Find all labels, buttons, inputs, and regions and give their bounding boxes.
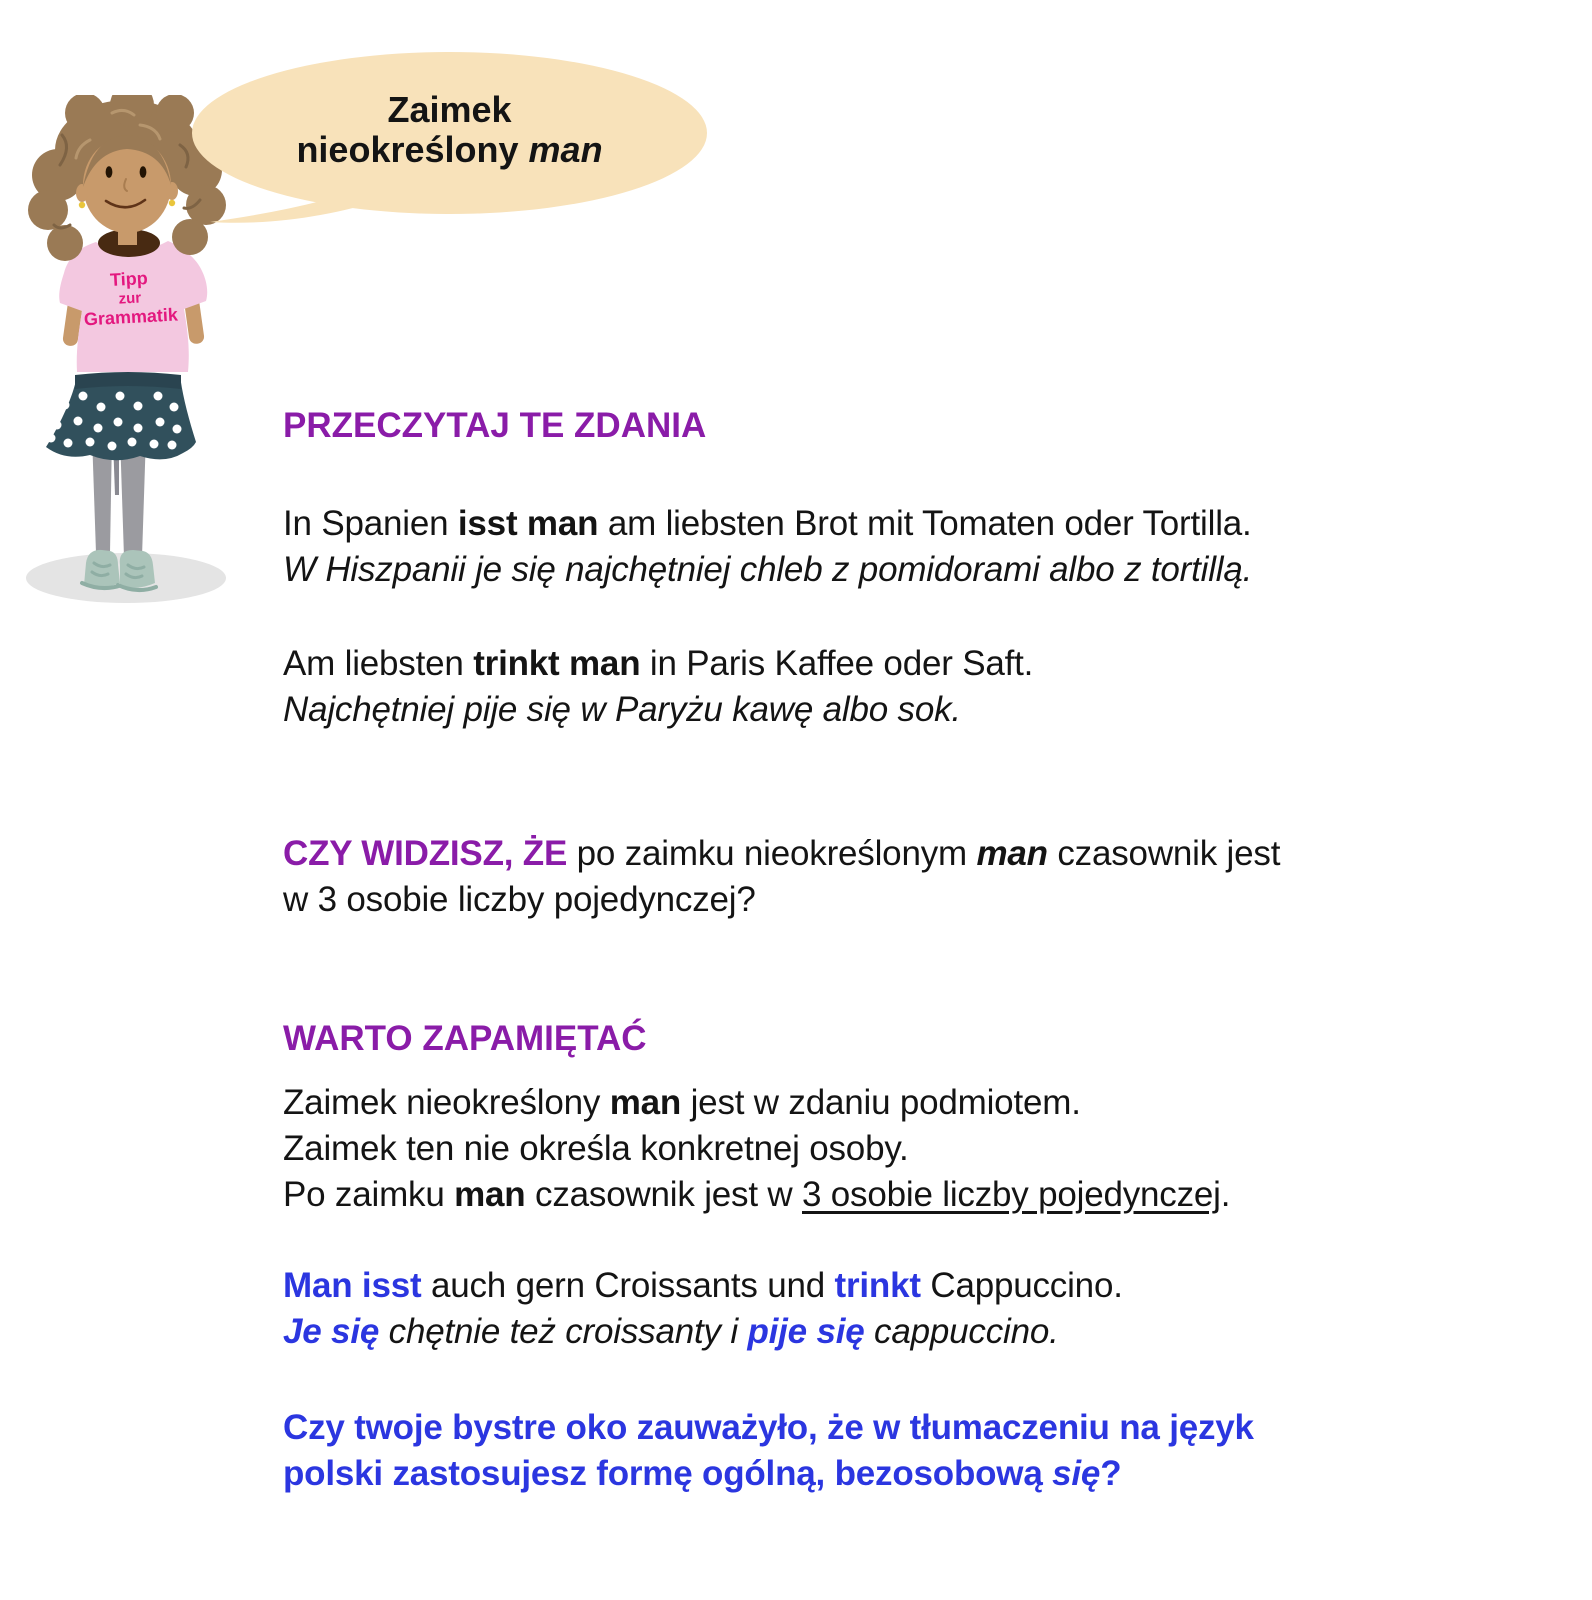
notice-line-1: CZY WIDZISZ, ŻE po zaimku nieokreślonym man czasownik jest (283, 834, 1281, 873)
section-read-heading: PRZECZYTAJ TE ZDANIA (283, 406, 707, 445)
example-german: Man isst auch gern Croissants und trinkt Cappuccino. (283, 1266, 1123, 1305)
right-earring (169, 200, 175, 206)
right-eye (140, 166, 147, 178)
notice-line-2: w 3 osobie liczby pojedynczej? (283, 880, 756, 919)
skirt (46, 372, 196, 460)
t-shirt-slogan-line3: Grammatik (83, 304, 179, 330)
left-ear (76, 184, 88, 202)
remember-example (283, 1263, 1123, 1355)
read-pair-1 (283, 501, 1252, 593)
speech-bubble-line2: nieokreślony man (296, 129, 603, 170)
sentence-german-1: In Spanien isst man am liebsten Brot mit Tomaten oder Tortilla. (283, 504, 1252, 543)
speech-bubble (192, 52, 707, 214)
section-notice (283, 831, 1280, 923)
rule-line-2: Zaimek ten nie określa konkretnej osoby. (283, 1129, 909, 1168)
remember-rules (283, 1080, 1230, 1218)
left-earring (79, 202, 85, 208)
speech-bubble-line1: Zaimek (387, 89, 512, 130)
question-line-1: Czy twoje bystre oko zauważyło, że w tłumaczeniu na język (283, 1408, 1254, 1447)
right-ear (166, 182, 178, 200)
t-shirt-slogan-line2: zur (118, 289, 142, 308)
t-shirt-slogan-line1: Tipp (109, 268, 149, 291)
example-polish: Je się chętnie też croissanty i pije się cappuccino. (283, 1312, 1059, 1351)
sentence-polish-2: Najchętniej pije się w Paryżu kawę albo sok. (283, 690, 961, 729)
sentence-polish-1: W Hiszpanii je się najchętniej chleb z pomidorami albo z tortillą. (283, 550, 1253, 589)
closing-question (283, 1405, 1254, 1497)
rule-line-3: Po zaimku man czasownik jest w 3 osobie liczby pojedynczej. (283, 1175, 1231, 1214)
section-remember-heading: WARTO ZAPAMIĘTAĆ (283, 1019, 647, 1058)
question-line-2: polski zastosujesz formę ogólną, bezosobową się? (283, 1454, 1122, 1493)
read-pair-2 (283, 641, 1033, 733)
sentence-german-2: Am liebsten trinkt man in Paris Kaffee oder Saft. (283, 644, 1034, 683)
rule-line-1: Zaimek nieokreślony man jest w zdaniu podmiotem. (283, 1083, 1081, 1122)
left-eye (106, 166, 113, 178)
